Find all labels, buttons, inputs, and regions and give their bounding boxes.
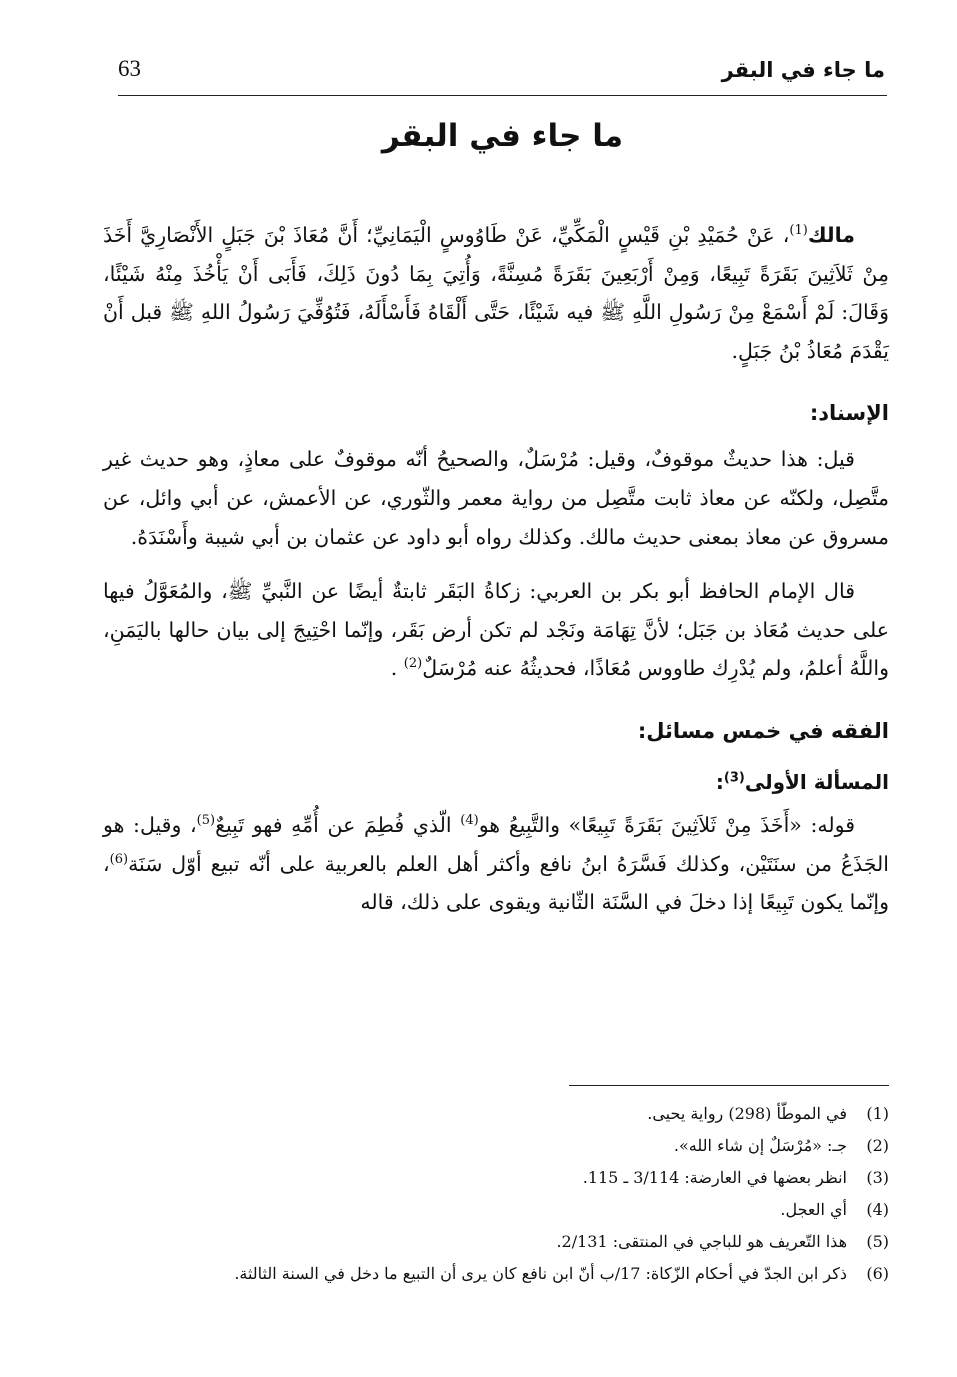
footnote-ref-4: (4): [460, 813, 479, 829]
hadith-paragraph: [103, 216, 889, 370]
issue-text-4: ، وإنّما يكون تَبِيعًا إذا دخلَ في السَّنَة الثّانية ويقوى على ذلك، قاله: [103, 851, 889, 915]
footnote-number: (3): [866, 1168, 889, 1187]
footnote-ref-6: (6): [109, 851, 129, 867]
footnote-number: (1): [866, 1104, 889, 1123]
footnote-text: انظر بعضها في العارضة: 3/114 ـ 115.: [582, 1168, 847, 1187]
issue-heading: [103, 758, 889, 806]
ibn-arabi-text: قال الإمام الحافظ أبو بكر بن العربي: زكاةُ البَقَر ثابتةٌ أيضًا عن النَّبيِّ ﷺ، والمُعَوَّلُ فيها على حديث مُعَاذ بن جَبَل؛ لأنَّ تِهَامَة ونَجْد لم تكن أرض بَقَر، وإنّما احْتِيجَ إلى بيان حالها باليَمَنِ، واللَّهُ أعلمُ، ولم يُدْرِك طاووس مُعَاذًا، فحديثُهُ عنه مُرْسَلٌ: [103, 579, 889, 681]
isnad-paragraph: قيل: هذا حديثٌ موقوفٌ، وقيل: مُرْسَلٌ، والصحيحُ أنّه موقوفٌ على معاذٍ، وهو حديث غير متَّصِل، ولكنّه عن معاذ ثابت متَّصِل من رواية معمر والثّوري، عن الأعمش، عن أبي وائل، عن مسروق عن معاذ بمعنى حديث مالك. وكذلك رواه أبو داود عن عثمان بن أبي شيبة وأَسْنَدَهُ.: [103, 447, 889, 549]
footnote-text: ذكر ابن الجدّ في أحكام الزّكاة: 17/ب أنّ ابن نافع كان يرى أن التبيع ما دخل في السنة الثالثة.: [234, 1264, 847, 1283]
footnote-number: (6): [866, 1264, 889, 1283]
issue-text-1: قوله: «أَخَذَ مِنْ ثَلاَثِينَ بَقَرَةً تَبِيعًا» والتَّبِيعُ هو: [478, 812, 855, 837]
footnote-text: في الموطّأ (298) رواية يحيى.: [647, 1104, 847, 1123]
running-header: [118, 56, 885, 94]
main-text: [103, 216, 889, 922]
issue-colon: :: [715, 769, 724, 794]
chapter-title: ما جاء في البقر: [381, 118, 624, 154]
footnote: [103, 1098, 889, 1130]
footnote-ref-3: (3): [723, 770, 745, 786]
footnote-text: أي العجل.: [780, 1200, 847, 1219]
isnad-heading: الإسناد:: [809, 401, 889, 426]
issue-text-2: الّذي فُطِمَ عن أُمِّهِ فهو تَبِيعٌ: [215, 812, 461, 837]
footnote: [103, 1194, 889, 1226]
footnote-ref-2: (2): [403, 656, 423, 672]
footnote: [103, 1258, 889, 1290]
footnote-rule: [569, 1085, 889, 1086]
ibn-arabi-end: .: [390, 656, 404, 681]
issue-paragraph: [103, 806, 889, 922]
page-number: 63: [118, 56, 141, 81]
footnote: [103, 1162, 889, 1194]
footnote-ref-1: (1): [789, 223, 808, 239]
running-title: ما جاء في البقر: [721, 58, 885, 82]
issue-title: المسألة الأولى: [744, 769, 889, 794]
footnote-number: (2): [866, 1136, 889, 1155]
hadith-text: ، عَنْ حُمَيْدِ بْنِ قَيْسٍ الْمَكِّيِّ، عَنْ طَاوُوسٍ الْيَمَانِيِّ؛ أَنَّ مُعَاذَ بْنَ جَبَلٍ الأَنْصَارِيَّ أَخَذَ مِنْ ثَلاَثِينَ بَقَرَةً تَبِيعًا، وَمِنْ أَرْبَعِينَ بَقَرَةً مُسِنَّةً، وَأُتِيَ بِمَا دُونَ ذَلِكَ، فَأَبَى أَنْ يَأْخُذَ مِنْهُ شَيْئًا، وَقَالَ: لَمْ أَسْمَعْ مِنْ رَسُولِ اللَّهِ ﷺ فيه شَيْئًا، حَتَّى أَلْقَاهُ فَأَسْأَلَهُ، فَتُوُفِّيَ رَسُولُ اللهِ ﷺ قبل أَنْ يَقْدَمَ مُعَاذُ بْنُ جَبَلٍ.: [103, 223, 889, 363]
header-rule: [118, 95, 887, 96]
footnote: [103, 1226, 889, 1258]
footnote: [103, 1130, 889, 1162]
footnote-number: (5): [866, 1232, 889, 1251]
footnote-text: هذا التّعريف هو للباجي في المنتقى: 2/131.: [556, 1232, 847, 1251]
ibn-arabi-paragraph: [103, 572, 889, 688]
footnote-text: جـ: «مُرْسَلٌ إن شاء الله».: [673, 1136, 847, 1155]
fiqh-heading: الفقه في خمس مسائل:: [637, 718, 889, 743]
issue-text-3: ، وقيل: هو الجَذَعُ من سنَتَيْن، وكذلك فَسَّرَهُ ابنُ نافع وأكثر أهل العلم بالعربية على أنّه تبيع أوّل سَنَة: [103, 812, 889, 876]
footnote-number: (4): [866, 1200, 889, 1219]
footnotes: [103, 1098, 889, 1290]
hadith-narrator: مالك: [807, 223, 855, 247]
footnote-ref-5: (5): [196, 813, 216, 829]
